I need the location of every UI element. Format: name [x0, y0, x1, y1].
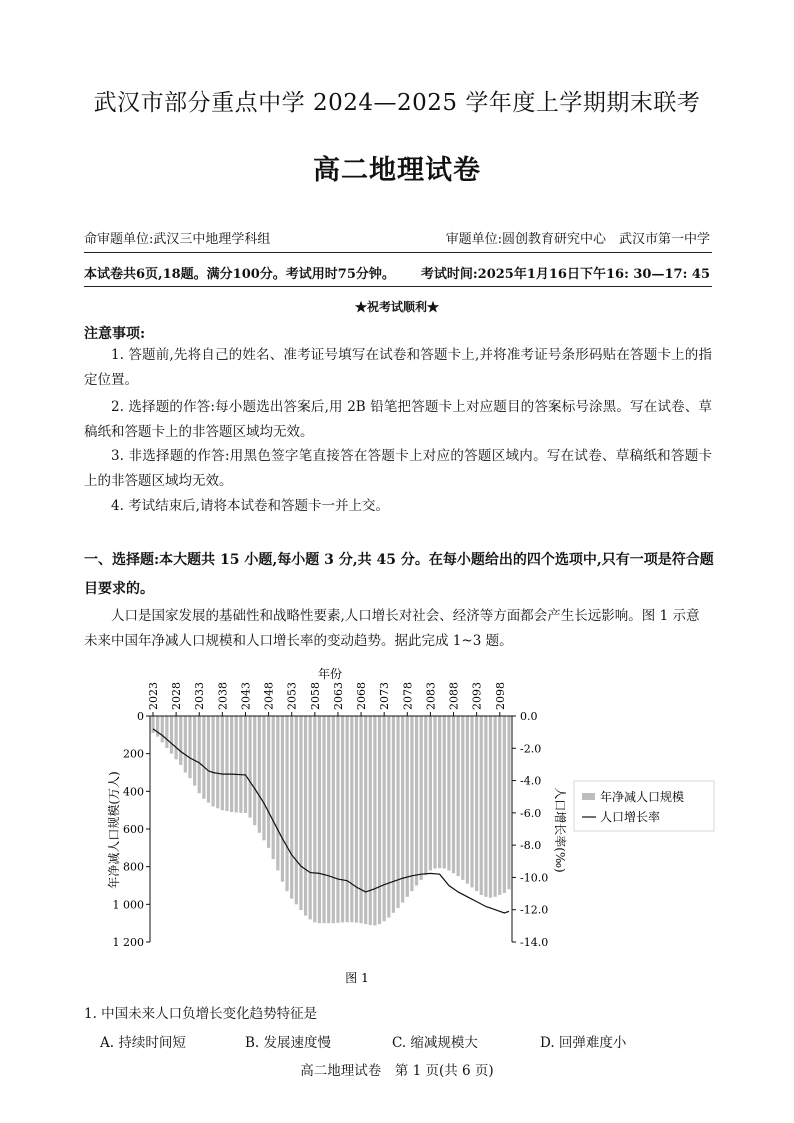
x-tick-label: 2038 — [216, 682, 230, 710]
population-bar — [406, 716, 409, 897]
population-bar — [424, 716, 427, 875]
x-tick-label: 2028 — [170, 682, 184, 710]
y-right-tick-label: 0.0 — [520, 710, 538, 723]
population-bar — [253, 716, 256, 825]
growth-rate-line — [153, 729, 509, 913]
population-bar — [327, 716, 330, 923]
chart-ticks — [113, 682, 549, 949]
population-bar — [248, 716, 251, 818]
population-bar — [470, 716, 473, 887]
y-left-tick-label: 1 000 — [112, 898, 144, 912]
population-bar — [433, 716, 436, 869]
population-bar — [198, 716, 201, 793]
population-bar — [295, 716, 298, 904]
population-chart — [0, 660, 794, 990]
population-bar — [184, 716, 187, 773]
population-bar — [230, 716, 233, 812]
population-bar — [332, 716, 335, 923]
population-bar — [420, 716, 423, 880]
x-tick-label: 2078 — [401, 682, 415, 710]
population-bar — [304, 716, 307, 916]
y-left-tick-label: 600 — [123, 823, 144, 836]
population-bar — [221, 716, 224, 810]
divider-line — [84, 286, 712, 287]
legend-bar-swatch — [582, 793, 595, 800]
x-tick-label: 2088 — [447, 682, 461, 710]
population-bar — [480, 716, 483, 895]
y-right-tick-label: -4.0 — [520, 774, 542, 788]
page-footer: 高二地理试卷 第 1 页(共 6 页) — [300, 1063, 494, 1079]
population-bar — [281, 716, 284, 882]
y-right-tick-label: -14.0 — [520, 936, 549, 949]
population-bar — [276, 716, 279, 870]
population-bar — [170, 716, 173, 754]
option-b[interactable]: B. 发展速度慢 — [245, 1035, 332, 1051]
population-bar — [267, 716, 270, 848]
x-tick-label: 2093 — [470, 682, 484, 710]
section-heading: 一、选择题:本大题共 15 小题,每小题 3 分,共 45 分。在每小题给出的四个选项中,只有一项是符合题目要求的。 — [84, 552, 714, 597]
y-left-tick-label: 200 — [123, 747, 144, 761]
population-bar — [313, 716, 316, 922]
x-tick-label: 2043 — [239, 682, 253, 710]
option-d[interactable]: D. 回弹难度小 — [540, 1035, 627, 1051]
x-tick-label: 2023 — [147, 682, 160, 710]
x-tick-label: 2053 — [285, 682, 299, 710]
population-bar — [272, 716, 275, 859]
reviewer-unit: 审题单位:圆创教育研究中心 武汉市第一中学 — [445, 232, 710, 247]
material-intro: 人口是国家发展的基础性和战略性要素,人口增长对社会、经济等方面都会产生长远影响。图 1 示意未来中国年净减人口规模和人口增长率的变动趋势。据此完成 1~3 题。 — [84, 608, 700, 649]
population-bar — [299, 716, 302, 910]
bar-series — [151, 716, 510, 925]
population-bar — [503, 716, 506, 893]
population-bar — [378, 716, 381, 924]
population-bar — [262, 716, 265, 840]
population-bar — [494, 716, 497, 897]
population-bar — [484, 716, 487, 897]
exam-title: 武汉市部分重点中学 2024—2025 学年度上学期期末联考 — [93, 90, 701, 116]
population-bar — [466, 716, 469, 884]
population-bar — [443, 716, 446, 869]
population-bar — [193, 716, 196, 786]
population-bar — [401, 716, 404, 902]
population-bar — [383, 716, 386, 921]
population-bar — [364, 716, 367, 924]
population-bar — [212, 716, 215, 806]
population-bar — [355, 716, 358, 923]
x-tick-label: 2068 — [355, 682, 369, 710]
population-bar — [202, 716, 205, 799]
y-right-tick-label: -2.0 — [520, 742, 542, 756]
population-bar — [188, 716, 191, 778]
divider-line — [84, 252, 712, 253]
x-tick-label: 2033 — [193, 682, 207, 710]
population-bar — [318, 716, 321, 923]
population-bar — [387, 716, 390, 918]
y-right-tick-label: -6.0 — [520, 806, 542, 820]
population-bar — [239, 716, 242, 813]
y-left-tick-label: 400 — [123, 785, 144, 799]
population-bar — [244, 716, 247, 813]
population-bar — [225, 716, 228, 811]
population-bar — [410, 716, 413, 891]
population-bar — [373, 716, 376, 925]
population-bar — [350, 716, 353, 922]
y-right-tick-label: -10.0 — [520, 871, 549, 885]
population-bar — [175, 716, 178, 759]
y-left-tick-label: 800 — [123, 860, 144, 874]
notice-item: 4. 考试结束后,请将本试卷和答题卡一并上交。 — [111, 498, 389, 514]
y-right-tick-label: -8.0 — [520, 839, 542, 853]
population-bar — [475, 716, 478, 891]
x-axis-label: 年份 — [317, 667, 343, 681]
option-c[interactable]: C. 缩减规模大 — [392, 1035, 478, 1051]
notice-item: 3. 非选择题的作答:用黑色签字笔直接答在答题卡上对应的答题区域内。写在试卷、草稿纸和答题卡上的非答题区域均无效。 — [84, 448, 712, 489]
x-tick-label: 2048 — [262, 682, 276, 710]
paper-info: 本试卷共6页,18题。满分100分。考试用时75分钟。 — [84, 267, 395, 282]
population-bar — [309, 716, 312, 919]
population-bar — [498, 716, 501, 895]
population-bar — [457, 716, 460, 876]
population-bar — [322, 716, 325, 923]
legend-line-label: 人口增长率 — [600, 810, 661, 824]
population-bar — [165, 716, 168, 748]
population-bar — [369, 716, 372, 925]
population-bar — [415, 716, 418, 886]
notice-item: 2. 选择题的作答:每小题选出答案后,用 2B 铅笔把答题卡上对应题目的答案标号涂黑。写在试卷、草稿纸和答题卡上的非答题区域均无效。 — [84, 399, 712, 440]
population-bar — [235, 716, 238, 812]
population-bar — [341, 716, 344, 922]
population-bar — [438, 716, 441, 868]
legend-bar-label: 年净减人口规模 — [600, 790, 685, 804]
x-tick-label: 2058 — [308, 682, 322, 710]
setter-unit: 命审题单位:武汉三中地理学科组 — [84, 232, 271, 247]
chart-legend — [574, 781, 714, 831]
y-right-tick-label: -12.0 — [520, 903, 549, 917]
question-stem: 1. 中国未来人口负增长变化趋势特征是 — [84, 1006, 318, 1022]
exam-time: 考试时间:2025年1月16日下午16: 30—17: 45 — [420, 267, 710, 282]
population-bar — [359, 716, 362, 923]
paper-subtitle: 高二地理试卷 — [313, 155, 481, 186]
population-bar — [290, 716, 293, 899]
y-left-tick-label: 0 — [137, 710, 144, 723]
population-bar — [336, 716, 339, 923]
good-luck-banner: ★祝考试顺利★ — [354, 300, 439, 314]
x-tick-label: 2098 — [493, 682, 507, 710]
x-tick-label: 2073 — [378, 682, 392, 710]
population-bar — [285, 716, 288, 891]
x-tick-label: 2063 — [331, 682, 345, 710]
x-tick-label: 2083 — [424, 682, 438, 710]
population-bar — [429, 716, 432, 870]
notice-title: 注意事项: — [84, 326, 146, 342]
population-bar — [461, 716, 464, 880]
population-bar — [447, 716, 450, 870]
population-bar — [207, 716, 210, 803]
figure-caption: 图 1 — [345, 971, 369, 985]
left-axis-label: 年净减人口规模(万人) — [107, 771, 121, 889]
population-bar — [489, 716, 492, 898]
option-a[interactable]: A. 持续时间短 — [100, 1035, 186, 1051]
population-bar — [392, 716, 395, 913]
population-bar — [179, 716, 182, 765]
population-bar — [507, 716, 510, 889]
population-bar — [216, 716, 219, 808]
right-axis-label: 人口增长率(‰) — [553, 787, 567, 873]
population-bar — [346, 716, 349, 922]
population-bar — [452, 716, 455, 873]
notice-item: 1. 答题前,先将自己的姓名、准考证号填写在试卷和答题卡上,并将准考证号条形码贴在答题卡上的指定位置。 — [84, 347, 712, 388]
population-bar — [161, 716, 164, 742]
y-left-tick-label: 1 200 — [112, 936, 144, 949]
population-bar — [258, 716, 261, 833]
